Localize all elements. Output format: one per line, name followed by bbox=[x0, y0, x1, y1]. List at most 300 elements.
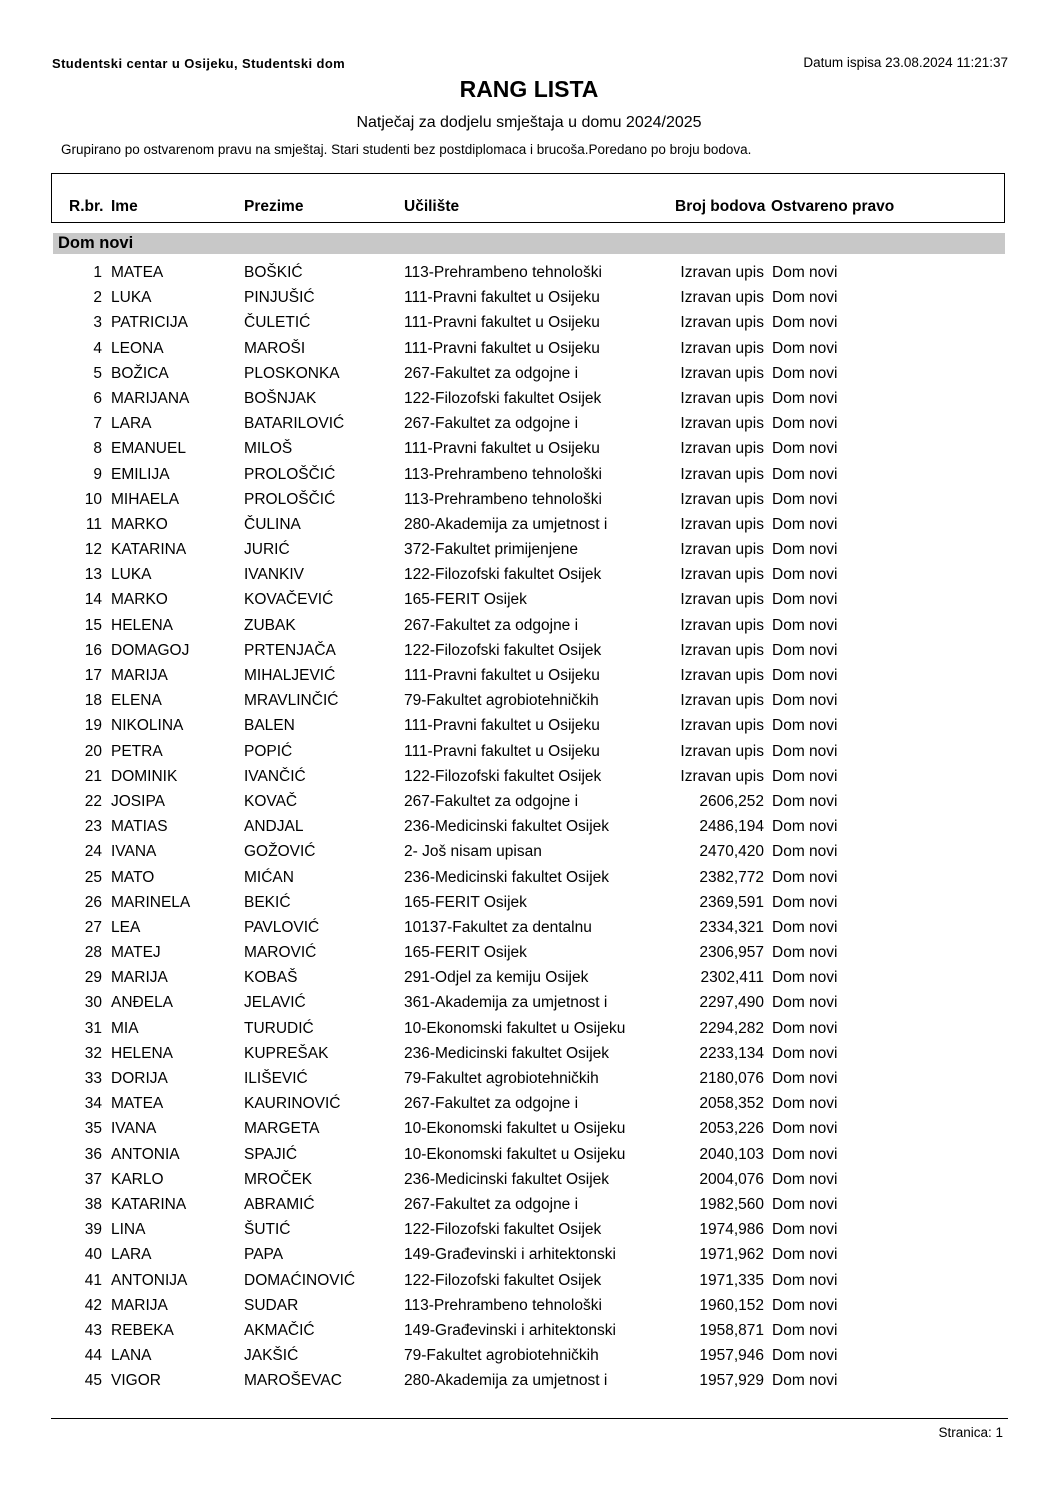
last-name: JAKŠIĆ bbox=[244, 1347, 299, 1365]
table-row bbox=[0, 816, 1058, 841]
print-date: Datum ispisa 23.08.2024 11:21:37 bbox=[803, 55, 1008, 70]
table-row bbox=[0, 867, 1058, 892]
granted-right: Dom novi bbox=[772, 339, 838, 357]
table-row bbox=[0, 1270, 1058, 1295]
first-name: MATIAS bbox=[111, 818, 168, 836]
table-row bbox=[0, 388, 1058, 413]
table-row bbox=[0, 539, 1058, 564]
points: 2058,352 bbox=[699, 1095, 764, 1113]
first-name: ELENA bbox=[111, 692, 162, 710]
row-number: 1 bbox=[93, 264, 102, 281]
points: 2606,252 bbox=[699, 792, 764, 810]
granted-right: Dom novi bbox=[772, 1347, 838, 1365]
first-name: MIHAELA bbox=[111, 490, 180, 508]
first-name: LUKA bbox=[111, 566, 152, 584]
row-number: 16 bbox=[84, 641, 102, 659]
granted-right: Dom novi bbox=[772, 1372, 838, 1390]
institution: 122-Filozofski fakultet Osijek bbox=[404, 641, 602, 659]
institution: 280-Akademija za umjetnost i bbox=[404, 1372, 608, 1390]
row-number: 44 bbox=[84, 1347, 102, 1365]
last-name: POPIĆ bbox=[244, 742, 293, 760]
first-name: MATO bbox=[111, 868, 155, 886]
row-number: 41 bbox=[84, 1271, 102, 1289]
row-number: 6 bbox=[93, 389, 102, 407]
institution: 149-Građevinski i arhitektonski bbox=[404, 1321, 616, 1339]
institution: 111-Pravni fakultet u Osijeku bbox=[404, 667, 600, 684]
points: 1974,986 bbox=[699, 1221, 764, 1239]
last-name: TURUDIĆ bbox=[244, 1019, 314, 1037]
last-name: IVANKIV bbox=[244, 566, 305, 584]
table-row bbox=[0, 338, 1058, 363]
last-name: BOŠNJAK bbox=[244, 389, 317, 407]
table-row bbox=[0, 564, 1058, 589]
row-number: 20 bbox=[84, 742, 102, 760]
table-row bbox=[0, 312, 1058, 337]
row-number: 22 bbox=[84, 792, 102, 810]
last-name: ZUBAK bbox=[244, 616, 296, 634]
last-name: KAURINOVIĆ bbox=[244, 1095, 341, 1113]
row-number: 29 bbox=[84, 969, 102, 987]
table-row bbox=[0, 1295, 1058, 1320]
group-header bbox=[53, 233, 1005, 254]
points: 1971,335 bbox=[699, 1271, 764, 1289]
points: 1958,871 bbox=[699, 1321, 764, 1339]
last-name: PRTENJAČA bbox=[244, 641, 336, 659]
first-name: ANĐELA bbox=[111, 994, 174, 1012]
table-row bbox=[0, 1244, 1058, 1269]
institution: 267-Fakultet za odgojne i bbox=[404, 616, 579, 634]
table-row bbox=[0, 615, 1058, 640]
first-name: ANTONIA bbox=[111, 1145, 180, 1163]
points: 2040,103 bbox=[699, 1145, 764, 1163]
row-number: 19 bbox=[84, 717, 102, 735]
points: Izravan upis bbox=[680, 641, 764, 659]
granted-right: Dom novi bbox=[772, 969, 838, 987]
last-name: MIĆAN bbox=[244, 868, 294, 886]
institution: 165-FERIT Osijek bbox=[404, 591, 527, 609]
granted-right: Dom novi bbox=[772, 1070, 838, 1087]
granted-right: Dom novi bbox=[772, 994, 838, 1012]
last-name: ILIŠEVIĆ bbox=[244, 1070, 308, 1087]
first-name: LEONA bbox=[111, 339, 164, 357]
group-label: Dom novi bbox=[58, 234, 134, 252]
last-name: KOVAČ bbox=[244, 792, 298, 810]
institution: 10-Ekonomski fakultet u Osijeku bbox=[404, 1145, 626, 1163]
row-number: 27 bbox=[84, 918, 102, 936]
row-number: 17 bbox=[84, 667, 102, 684]
row-number: 30 bbox=[84, 994, 102, 1012]
granted-right: Dom novi bbox=[772, 566, 838, 584]
points: Izravan upis bbox=[680, 264, 764, 281]
row-number: 23 bbox=[84, 818, 102, 836]
last-name: PLOSKONKA bbox=[244, 364, 340, 382]
table-row bbox=[0, 589, 1058, 614]
first-name: NIKOLINA bbox=[111, 717, 184, 735]
points: Izravan upis bbox=[680, 767, 764, 785]
row-number: 15 bbox=[84, 616, 102, 634]
first-name: MARKO bbox=[111, 515, 168, 533]
table-row bbox=[0, 791, 1058, 816]
last-name: BOŠKIĆ bbox=[244, 264, 303, 281]
first-name: MATEA bbox=[111, 264, 164, 281]
granted-right: Dom novi bbox=[772, 944, 838, 962]
first-name: MARIJA bbox=[111, 667, 168, 684]
row-number: 4 bbox=[93, 339, 102, 357]
first-name: LARA bbox=[111, 415, 152, 433]
points: 2297,490 bbox=[699, 994, 764, 1012]
table-row bbox=[0, 665, 1058, 690]
table-row bbox=[0, 690, 1058, 715]
institution: 165-FERIT Osijek bbox=[404, 944, 527, 962]
institution: 236-Medicinski fakultet Osijek bbox=[404, 818, 610, 836]
granted-right: Dom novi bbox=[772, 1221, 838, 1239]
column-header-bodovi: Broj bodova bbox=[675, 198, 766, 215]
column-header-rbr: R.br. bbox=[69, 198, 104, 215]
institution: 79-Fakultet agrobiotehničkih bbox=[404, 1070, 599, 1087]
table-row bbox=[0, 967, 1058, 992]
table-row bbox=[0, 1320, 1058, 1345]
granted-right: Dom novi bbox=[772, 1095, 838, 1113]
points: Izravan upis bbox=[680, 566, 764, 584]
granted-right: Dom novi bbox=[772, 868, 838, 886]
row-number: 21 bbox=[84, 767, 102, 785]
row-number: 38 bbox=[84, 1195, 102, 1213]
last-name: MARGETA bbox=[244, 1120, 320, 1138]
table-row bbox=[0, 287, 1058, 312]
institution-name: Studentski centar u Osijeku, Studentski dom bbox=[52, 56, 346, 71]
institution: 236-Medicinski fakultet Osijek bbox=[404, 1170, 610, 1188]
last-name: BATARILOVIĆ bbox=[244, 415, 345, 433]
first-name: MARKO bbox=[111, 591, 168, 609]
first-name: DOMAGOJ bbox=[111, 641, 190, 659]
row-number: 5 bbox=[93, 364, 102, 382]
institution: 10137-Fakultet za dentalnu bbox=[404, 918, 592, 936]
table-row bbox=[0, 1219, 1058, 1244]
row-number: 33 bbox=[84, 1070, 102, 1087]
granted-right: Dom novi bbox=[772, 616, 838, 634]
institution: 361-Akademija za umjetnost i bbox=[404, 994, 608, 1012]
last-name: MRAVLINČIĆ bbox=[244, 692, 339, 710]
points: Izravan upis bbox=[680, 289, 764, 307]
points: Izravan upis bbox=[680, 616, 764, 634]
last-name: SPAJIĆ bbox=[244, 1145, 298, 1163]
row-number: 36 bbox=[84, 1145, 102, 1163]
first-name: PATRICIJA bbox=[111, 314, 188, 332]
granted-right: Dom novi bbox=[772, 440, 838, 458]
granted-right: Dom novi bbox=[772, 1195, 838, 1213]
row-number: 3 bbox=[93, 314, 102, 332]
table-row bbox=[0, 766, 1058, 791]
points: 2180,076 bbox=[699, 1070, 764, 1087]
institution: 111-Pravni fakultet u Osijeku bbox=[404, 717, 600, 735]
first-name: MARIJA bbox=[111, 1296, 168, 1314]
first-name: LARA bbox=[111, 1246, 152, 1264]
table-row bbox=[0, 892, 1058, 917]
granted-right: Dom novi bbox=[772, 717, 838, 735]
points: Izravan upis bbox=[680, 314, 764, 332]
institution: 111-Pravni fakultet u Osijeku bbox=[404, 742, 600, 760]
institution: 267-Fakultet za odgojne i bbox=[404, 415, 579, 433]
table-row bbox=[0, 1345, 1058, 1370]
first-name: HELENA bbox=[111, 1044, 174, 1062]
institution: 111-Pravni fakultet u Osijeku bbox=[404, 339, 600, 357]
list-description: Grupirano po ostvarenom pravu na smještaj. Stari studenti bez postdiplomaca i brucoša.Poredano po broju bodova. bbox=[61, 142, 752, 157]
institution: 113-Prehrambeno tehnološki bbox=[404, 1296, 602, 1314]
points: 2233,134 bbox=[699, 1044, 764, 1062]
table-row bbox=[0, 489, 1058, 514]
row-number: 37 bbox=[84, 1170, 102, 1188]
first-name: EMILIJA bbox=[111, 465, 170, 483]
institution: 111-Pravni fakultet u Osijeku bbox=[404, 314, 600, 332]
granted-right: Dom novi bbox=[772, 1145, 838, 1163]
first-name: JOSIPA bbox=[111, 792, 165, 810]
table-row bbox=[0, 438, 1058, 463]
granted-right: Dom novi bbox=[772, 591, 838, 609]
granted-right: Dom novi bbox=[772, 1019, 838, 1037]
table-row bbox=[0, 917, 1058, 942]
last-name: PROLOŠČIĆ bbox=[244, 490, 336, 508]
points: Izravan upis bbox=[680, 440, 764, 458]
points: 2470,420 bbox=[699, 843, 764, 861]
granted-right: Dom novi bbox=[772, 1044, 838, 1062]
row-number: 8 bbox=[93, 440, 102, 458]
points: 1957,946 bbox=[699, 1347, 764, 1365]
table-row bbox=[0, 741, 1058, 766]
first-name: BOŽICA bbox=[111, 364, 169, 382]
granted-right: Dom novi bbox=[772, 792, 838, 810]
row-number: 9 bbox=[93, 465, 102, 483]
institution: 267-Fakultet za odgojne i bbox=[404, 1095, 579, 1113]
points: 2302,411 bbox=[700, 969, 764, 987]
granted-right: Dom novi bbox=[772, 1170, 838, 1188]
column-header-pravo: Ostvareno pravo bbox=[771, 198, 895, 215]
last-name: KOVAČEVIĆ bbox=[244, 591, 334, 609]
points: Izravan upis bbox=[680, 515, 764, 533]
granted-right: Dom novi bbox=[772, 1321, 838, 1339]
institution: 267-Fakultet za odgojne i bbox=[404, 364, 579, 382]
table-row bbox=[0, 413, 1058, 438]
institution: 113-Prehrambeno tehnološki bbox=[404, 264, 602, 281]
granted-right: Dom novi bbox=[772, 1271, 838, 1289]
institution: 236-Medicinski fakultet Osijek bbox=[404, 868, 610, 886]
row-number: 18 bbox=[84, 692, 102, 710]
row-number: 35 bbox=[84, 1120, 102, 1138]
first-name: MARIJANA bbox=[111, 389, 190, 407]
row-number: 7 bbox=[93, 415, 102, 433]
row-number: 10 bbox=[84, 490, 102, 508]
institution: 2- Još nisam upisan bbox=[404, 843, 542, 861]
row-number: 28 bbox=[84, 944, 102, 962]
table-row bbox=[0, 841, 1058, 866]
points: 1982,560 bbox=[699, 1195, 764, 1213]
table-row bbox=[0, 262, 1058, 287]
granted-right: Dom novi bbox=[772, 541, 838, 559]
first-name: EMANUEL bbox=[111, 440, 186, 458]
last-name: PAPA bbox=[244, 1246, 284, 1264]
table-row bbox=[0, 992, 1058, 1017]
footer-divider bbox=[51, 1418, 1008, 1419]
table-row bbox=[0, 715, 1058, 740]
last-name: MAROVIĆ bbox=[244, 944, 317, 962]
points: 2294,282 bbox=[699, 1019, 764, 1037]
first-name: IVANA bbox=[111, 843, 157, 861]
row-number: 43 bbox=[84, 1321, 102, 1339]
granted-right: Dom novi bbox=[772, 1120, 838, 1138]
granted-right: Dom novi bbox=[772, 641, 838, 659]
institution: 291-Odjel za kemiju Osijek bbox=[404, 969, 589, 987]
last-name: BALEN bbox=[244, 717, 295, 735]
granted-right: Dom novi bbox=[772, 289, 838, 307]
last-name: KUPREŠAK bbox=[244, 1044, 329, 1062]
points: 2004,076 bbox=[699, 1170, 764, 1188]
granted-right: Dom novi bbox=[772, 767, 838, 785]
last-name: BEKIĆ bbox=[244, 893, 291, 911]
last-name: ČULETIĆ bbox=[244, 314, 311, 332]
table-row bbox=[0, 1093, 1058, 1118]
first-name: MARIJA bbox=[111, 969, 168, 987]
institution: 122-Filozofski fakultet Osijek bbox=[404, 767, 602, 785]
last-name: PROLOŠČIĆ bbox=[244, 465, 336, 483]
row-number: 24 bbox=[84, 843, 102, 861]
points: Izravan upis bbox=[680, 364, 764, 382]
first-name: MIA bbox=[111, 1019, 139, 1037]
last-name: ABRAMIĆ bbox=[244, 1195, 315, 1213]
table-row bbox=[0, 1018, 1058, 1043]
points: 1960,152 bbox=[699, 1296, 764, 1314]
granted-right: Dom novi bbox=[772, 1246, 838, 1264]
page-subtitle: Natječaj za dodjelu smještaja u domu 2024/2025 bbox=[356, 114, 702, 131]
first-name: ANTONIJA bbox=[111, 1271, 188, 1289]
granted-right: Dom novi bbox=[772, 515, 838, 533]
row-number: 12 bbox=[84, 541, 102, 559]
institution: 79-Fakultet agrobiotehničkih bbox=[404, 692, 599, 710]
institution: 165-FERIT Osijek bbox=[404, 893, 527, 911]
points: 2334,321 bbox=[699, 918, 764, 936]
institution: 113-Prehrambeno tehnološki bbox=[404, 465, 602, 483]
last-name: AKMAČIĆ bbox=[244, 1321, 315, 1339]
points: Izravan upis bbox=[680, 490, 764, 508]
row-number: 39 bbox=[84, 1221, 102, 1239]
page-number: Stranica: 1 bbox=[938, 1425, 1003, 1440]
row-number: 32 bbox=[84, 1044, 102, 1062]
row-number: 34 bbox=[84, 1095, 102, 1113]
first-name: LINA bbox=[111, 1221, 146, 1239]
row-number: 14 bbox=[84, 591, 102, 609]
institution: 267-Fakultet za odgojne i bbox=[404, 1195, 579, 1213]
points: Izravan upis bbox=[680, 389, 764, 407]
row-number: 42 bbox=[84, 1296, 102, 1314]
institution: 267-Fakultet za odgojne i bbox=[404, 792, 579, 810]
last-name: GOŽOVIĆ bbox=[244, 843, 316, 861]
institution: 236-Medicinski fakultet Osijek bbox=[404, 1044, 610, 1062]
table-row bbox=[0, 1118, 1058, 1143]
first-name: LANA bbox=[111, 1347, 152, 1365]
first-name: DORIJA bbox=[111, 1070, 168, 1087]
first-name: REBEKA bbox=[111, 1321, 174, 1339]
points: 2369,591 bbox=[699, 893, 764, 911]
table-row bbox=[0, 942, 1058, 967]
table-row bbox=[0, 640, 1058, 665]
granted-right: Dom novi bbox=[772, 843, 838, 861]
points: Izravan upis bbox=[680, 415, 764, 433]
last-name: MILOŠ bbox=[244, 440, 293, 458]
first-name: KATARINA bbox=[111, 541, 187, 559]
points: 1957,929 bbox=[699, 1372, 764, 1390]
table-row bbox=[0, 1370, 1058, 1395]
page-title: RANG LISTA bbox=[459, 76, 599, 102]
first-name: LUKA bbox=[111, 289, 152, 307]
institution: 113-Prehrambeno tehnološki bbox=[404, 490, 602, 508]
row-number: 25 bbox=[84, 868, 102, 886]
institution: 79-Fakultet agrobiotehničkih bbox=[404, 1347, 599, 1365]
first-name: KARLO bbox=[111, 1170, 164, 1188]
last-name: DOMAĆINOVIĆ bbox=[244, 1271, 356, 1289]
last-name: JELAVIĆ bbox=[244, 994, 306, 1012]
points: Izravan upis bbox=[680, 667, 764, 684]
last-name: IVANČIĆ bbox=[244, 767, 306, 785]
points: Izravan upis bbox=[680, 591, 764, 609]
granted-right: Dom novi bbox=[772, 742, 838, 760]
table-row bbox=[0, 363, 1058, 388]
last-name: PINJUŠIĆ bbox=[244, 289, 315, 307]
institution: 111-Pravni fakultet u Osijeku bbox=[404, 440, 600, 458]
last-name: ANDJAL bbox=[244, 818, 304, 836]
granted-right: Dom novi bbox=[772, 667, 838, 684]
column-header-uciliste: Učilište bbox=[404, 198, 460, 215]
granted-right: Dom novi bbox=[772, 692, 838, 710]
last-name: ŠUTIĆ bbox=[244, 1221, 291, 1239]
institution: 10-Ekonomski fakultet u Osijeku bbox=[404, 1120, 626, 1138]
last-name: MROČEK bbox=[244, 1170, 313, 1188]
points: 2486,194 bbox=[699, 818, 764, 836]
points: 2382,772 bbox=[699, 868, 764, 886]
last-name: MAROŠEVAC bbox=[244, 1372, 342, 1390]
institution: 111-Pravni fakultet u Osijeku bbox=[404, 289, 600, 307]
points: 1971,962 bbox=[699, 1246, 764, 1264]
points: Izravan upis bbox=[680, 541, 764, 559]
row-number: 40 bbox=[84, 1246, 102, 1264]
points: 2053,226 bbox=[699, 1120, 764, 1138]
table-row bbox=[0, 1169, 1058, 1194]
first-name: MATEA bbox=[111, 1095, 164, 1113]
first-name: KATARINA bbox=[111, 1195, 187, 1213]
table-row bbox=[0, 514, 1058, 539]
institution: 280-Akademija za umjetnost i bbox=[404, 515, 608, 533]
first-name: LEA bbox=[111, 918, 141, 936]
first-name: VIGOR bbox=[111, 1372, 161, 1390]
granted-right: Dom novi bbox=[772, 490, 838, 508]
ranking-table-body bbox=[0, 262, 1058, 1395]
row-number: 2 bbox=[93, 289, 102, 307]
last-name: MIHALJEVIĆ bbox=[244, 667, 336, 684]
institution: 122-Filozofski fakultet Osijek bbox=[404, 389, 602, 407]
granted-right: Dom novi bbox=[772, 818, 838, 836]
points: Izravan upis bbox=[680, 692, 764, 710]
institution: 122-Filozofski fakultet Osijek bbox=[404, 566, 602, 584]
first-name: MATEJ bbox=[111, 944, 161, 962]
row-number: 11 bbox=[85, 515, 102, 533]
institution: 149-Građevinski i arhitektonski bbox=[404, 1246, 616, 1264]
granted-right: Dom novi bbox=[772, 314, 838, 332]
first-name: IVANA bbox=[111, 1120, 157, 1138]
first-name: PETRA bbox=[111, 742, 163, 760]
last-name: JURIĆ bbox=[244, 541, 290, 559]
row-number: 45 bbox=[84, 1372, 102, 1390]
granted-right: Dom novi bbox=[772, 389, 838, 407]
granted-right: Dom novi bbox=[772, 465, 838, 483]
points: 2306,957 bbox=[699, 944, 764, 962]
table-row bbox=[0, 1068, 1058, 1093]
